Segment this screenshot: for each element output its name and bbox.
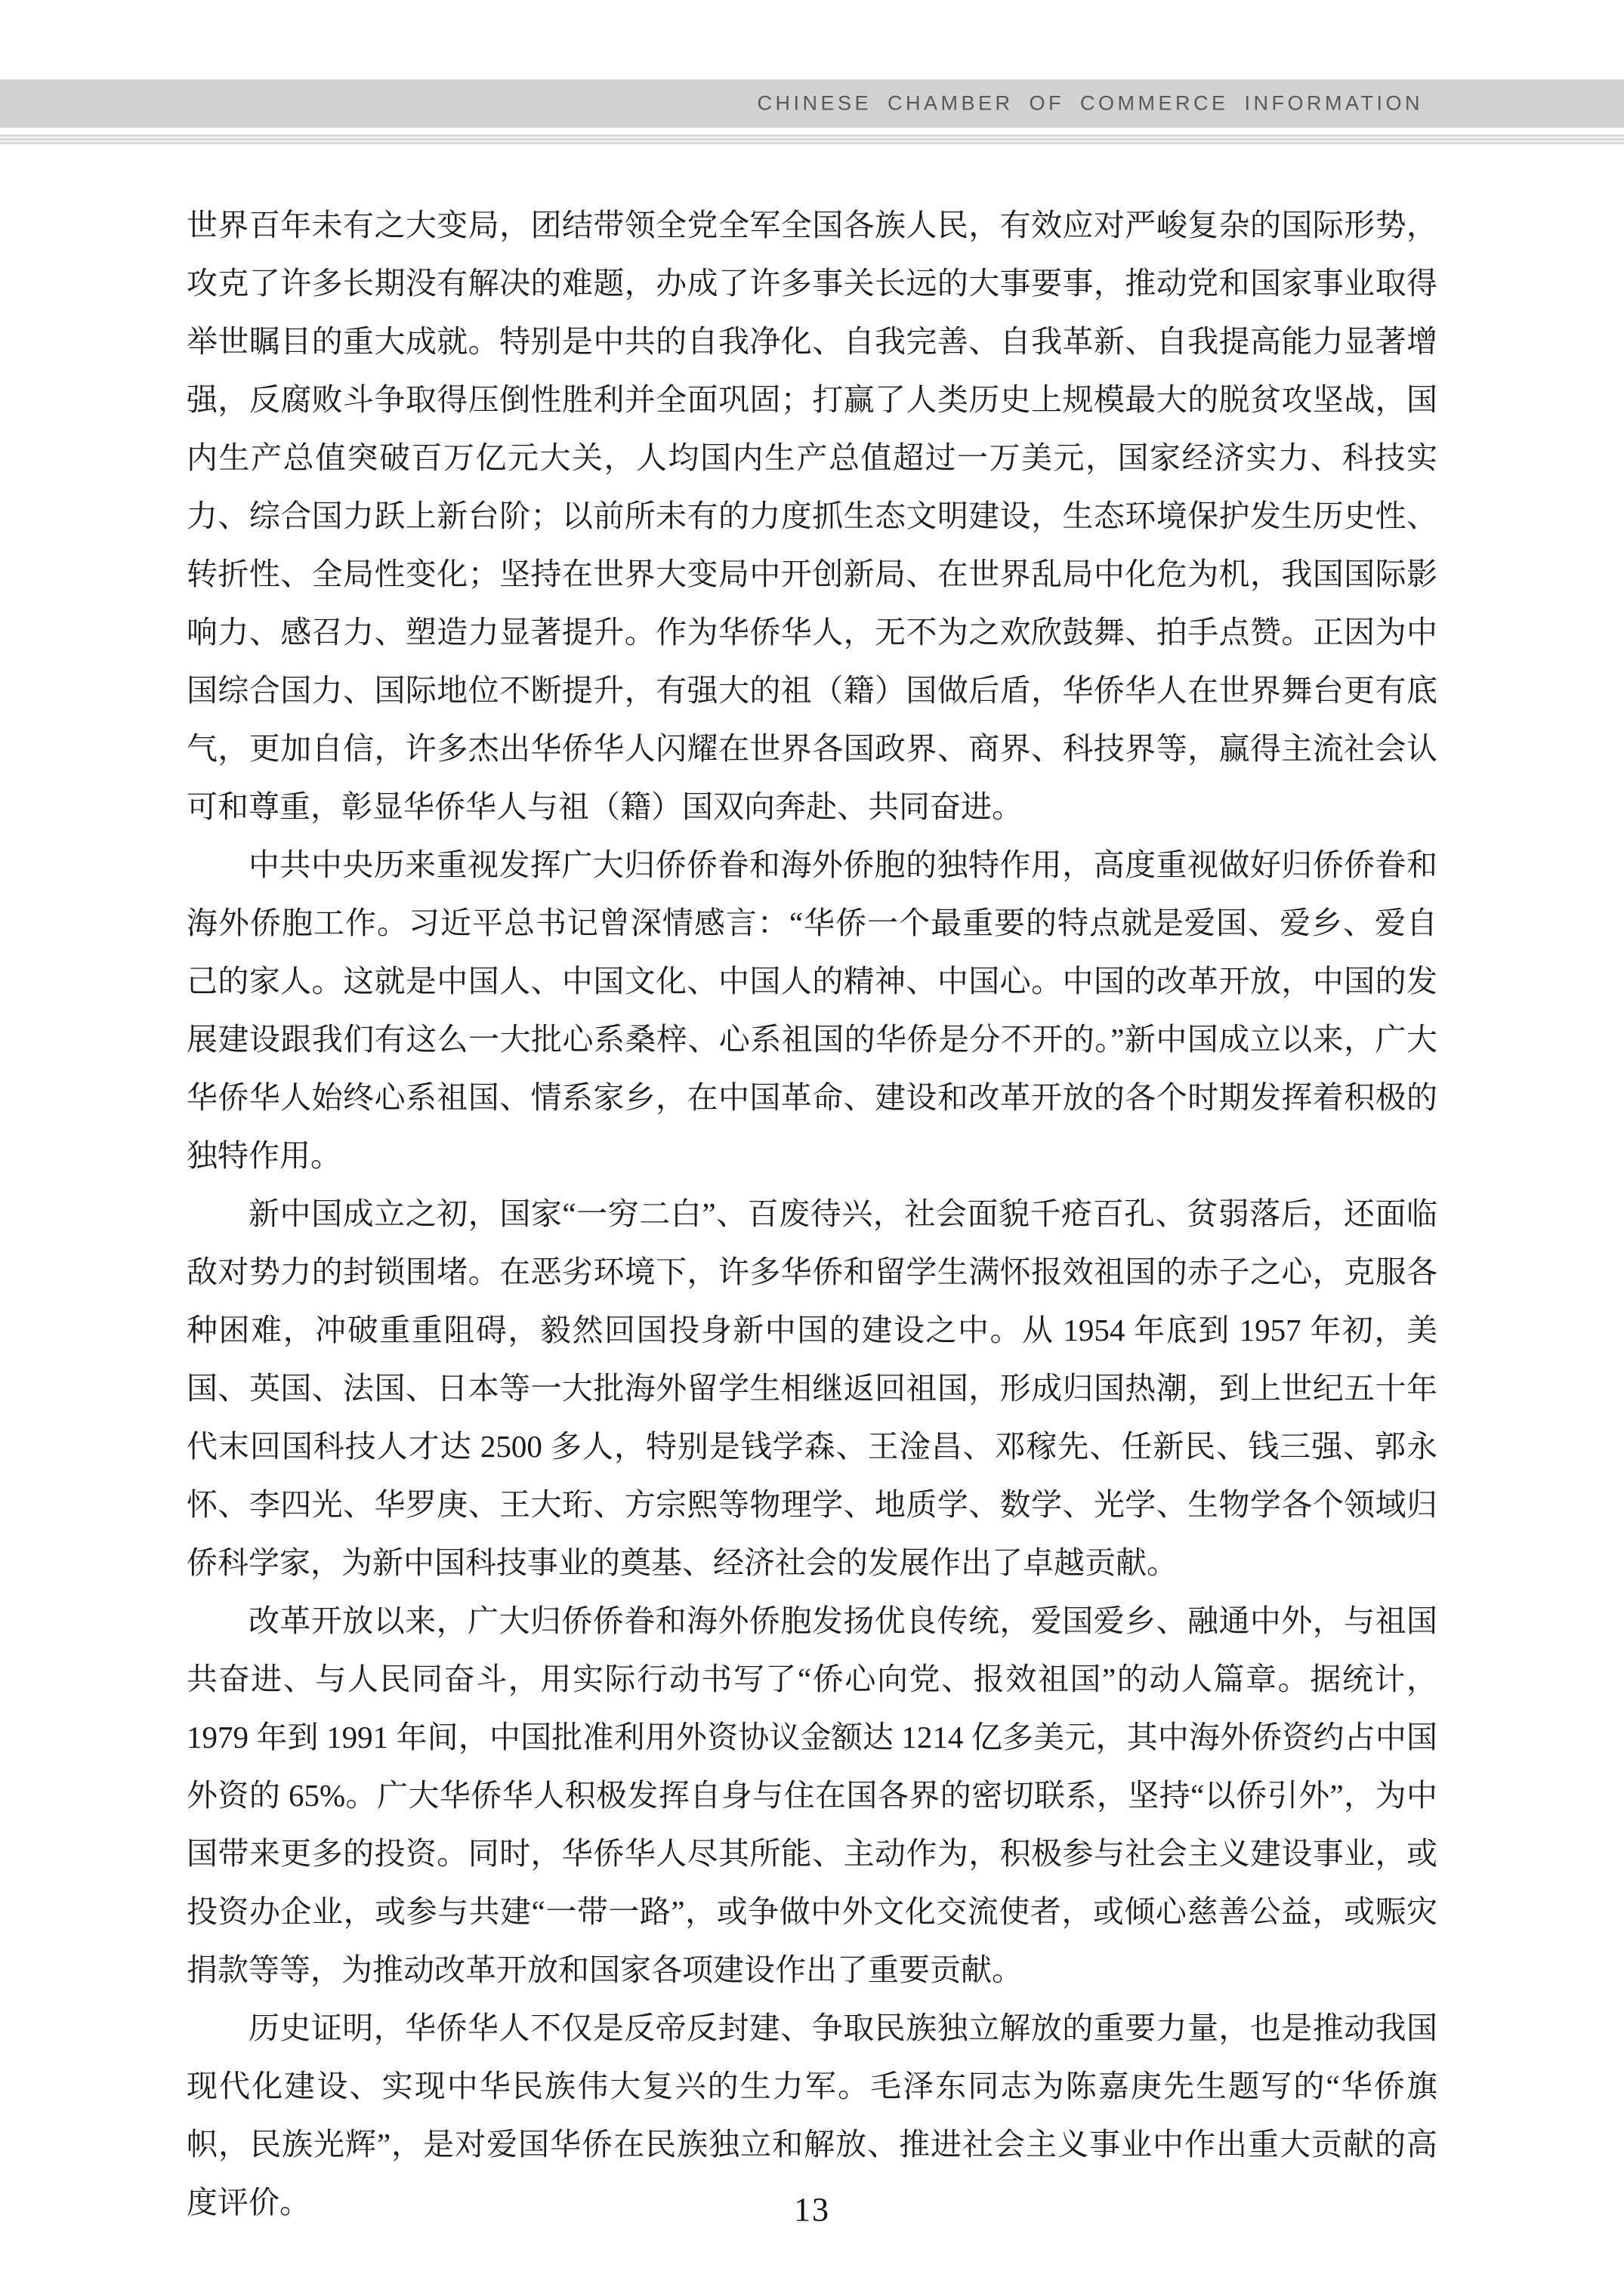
header-banner xyxy=(0,79,1624,128)
paragraph-4: 改革开放以来，广大归侨侨眷和海外侨胞发扬优良传统，爱国爱乡、融通中外，与祖国共奋进、与人民同奋斗，用实际行动书写了“侨心向党、报效祖国”的动人篇章。据统计，1979 年到 1991 年间，中国批准利用外资协议金额达 1214 亿多美元，其中海外侨资约占中国外资的 65%。广大华侨华人积极发挥自身与住在国各界的密切联系，坚持“以侨引外”，为中国带来更多的投资。同时，华侨华人尽其所能、主动作为，积极参与社会主义建设事业，或投资办企业，或参与共建“一带一路”，或争做中外文化交流使者，或倾心慈善公益，或赈灾捐款等等，为推动改革开放和国家各项建设作出了重要贡献。 xyxy=(187,1603,1437,1987)
article-body xyxy=(187,196,1437,2232)
page-footer xyxy=(0,2190,1624,2229)
paragraph-5: 历史证明，华侨华人不仅是反帝反封建、争取民族独立解放的重要力量，也是推动我国现代化建设、实现中华民族伟大复兴的生力军。毛泽东同志为陈嘉庚先生题写的“华侨旗帜，民族光辉”，是对爱国华侨在民族独立和解放、推进社会主义事业中作出重大贡献的高度评价。 xyxy=(187,2011,1437,2220)
paragraph-3: 新中国成立之初，国家“一穷二白”、百废待兴，社会面貌千疮百孔、贫弱落后，还面临敌对势力的封锁围堵。在恶劣环境下，许多华侨和留学生满怀报效祖国的赤子之心，克服各种困难，冲破重重阻碍，毅然回国投身新中国的建设之中。从 1954 年底到 1957 年初，美国、英国、法国、日本等一大批海外留学生相继返回祖国，形成归国热潮，到上世纪五十年代末回国科技人才达 2500 多人，特别是钱学森、王淦昌、邓稼先、任新民、钱三强、郭永怀、李四光、华罗庚、王大珩、方宗熙等物理学、地质学、数学、光学、生物学各个领域归侨科学家，为新中国科技事业的奠基、经济社会的发展作出了卓越贡献。 xyxy=(187,1196,1437,1580)
header-banner-text: CHINESE CHAMBER OF COMMERCE INFORMATION xyxy=(757,91,1423,115)
paragraph-1: 世界百年未有之大变局，团结带领全党全军全国各族人民，有效应对严峻复杂的国际形势，攻克了许多长期没有解决的难题，办成了许多事关长远的大事要事，推动党和国家事业取得举世瞩目的重大成就。特别是中共的自我净化、自我完善、自我革新、自我提高能力显著增强，反腐败斗争取得压倒性胜利并全面巩固；打赢了人类历史上规模最大的脱贫攻坚战，国内生产总值突破百万亿元大关，人均国内生产总值超过一万美元，国家经济实力、科技实力、综合国力跃上新台阶；以前所未有的力度抓生态文明建设，生态环境保护发生历史性、转折性、全局性变化；坚持在世界大变局中开创新局、在世界乱局中化危为机，我国国际影响力、感召力、塑造力显著提升。作为华侨华人，无不为之欢欣鼓舞、拍手点赞。正因为中国综合国力、国际地位不断提升，有强大的祖（籍）国做后盾，华侨华人在世界舞台更有底气，更加自信，许多杰出华侨华人闪耀在世界各国政界、商界、科技界等，赢得主流社会认可和尊重，彰显华侨华人与祖（籍）国双向奔赴、共同奋进。 xyxy=(187,208,1437,824)
header-stripe-rule xyxy=(0,134,1624,144)
paragraph-2: 中共中央历来重视发挥广大归侨侨眷和海外侨胞的独特作用，高度重视做好归侨侨眷和海外侨胞工作。习近平总书记曾深情感言：“华侨一个最重要的特点就是爱国、爱乡、爱自己的家人。这就是中国人、中国文化、中国人的精神、中国心。中国的改革开放，中国的发展建设跟我们有这么一大批心系桑梓、心系祖国的华侨是分不开的。”新中国成立以来，广大华侨华人始终心系祖国、情系家乡，在中国革命、建设和改革开放的各个时期发挥着积极的独特作用。 xyxy=(187,847,1437,1173)
page-number: 13 xyxy=(794,2191,830,2228)
